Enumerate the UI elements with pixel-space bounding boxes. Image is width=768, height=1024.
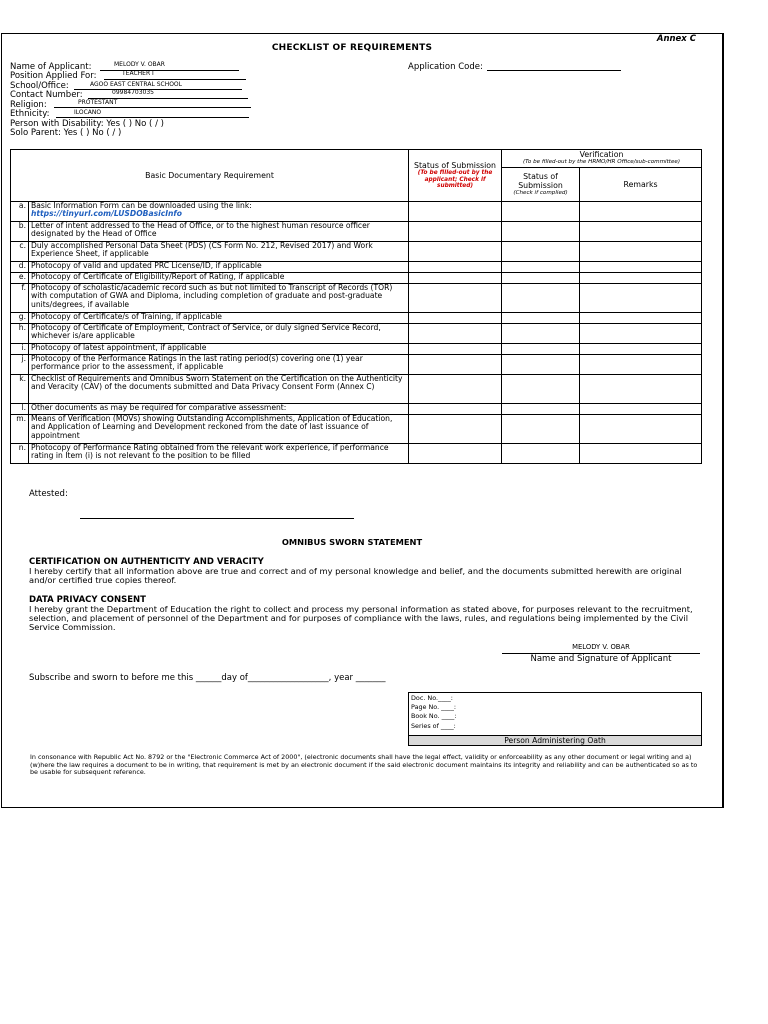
- applicant-name-value[interactable]: MELODY V. OBAR: [114, 61, 165, 68]
- verification-status-cell[interactable]: [502, 273, 580, 284]
- verification-status-cell[interactable]: [502, 324, 580, 344]
- school-value[interactable]: AGOO EAST CENTRAL SCHOOL: [90, 81, 182, 88]
- remarks-cell[interactable]: [580, 242, 702, 262]
- requirement-text: Photocopy of Certificate of Eligibility/Report of Rating, if applicable: [31, 272, 285, 281]
- table-row: [11, 375, 702, 404]
- requirement-text: Letter of intent addressed to the Head of Office, or to the highest human resource officer designated by the Head of Office: [31, 221, 370, 239]
- omnibus-title: OMNIBUS SWORN STATEMENT: [281, 537, 423, 547]
- requirement-text: Basic Information Form can be downloaded using the link:: [31, 201, 252, 210]
- requirement-text-cell: [29, 324, 409, 344]
- remarks-cell[interactable]: [580, 404, 702, 415]
- requirement-letter: d.: [11, 262, 29, 273]
- requirements-table: [10, 149, 702, 464]
- requirement-text: Photocopy of scholastic/academic record such as but not limited to Transcript of Records (TOR) with computation of GWA and Diploma, including completion of graduate and post-graduate units/degrees, if available: [31, 283, 393, 309]
- requirement-text: Photocopy of Certificate of Employment, Contract of Service, or duly signed Service Record, whichever is/are applicable: [31, 323, 381, 341]
- header-remarks: Remarks: [580, 168, 702, 202]
- applicant-status-cell[interactable]: [409, 404, 502, 415]
- requirement-text-cell: [29, 415, 409, 444]
- requirement-text: Means of Verification (MOVs) showing Outstanding Accomplishments, Application of Education, and Application of Learning and Development reckoned from the date of last issuance of appointment: [31, 414, 393, 440]
- requirement-text-cell: [29, 202, 409, 222]
- position-value[interactable]: TEACHER I: [122, 70, 154, 77]
- cert-text: I hereby certify that all information above are true and correct and of my personal knowledge and belief, and the documents submitted herewith are original and/or certified true copies thereof.: [29, 566, 682, 586]
- requirement-letter: e.: [11, 273, 29, 284]
- requirement-letter: m.: [11, 415, 29, 444]
- ethnicity-label: Ethnicity:: [10, 109, 50, 119]
- header-status: [409, 150, 502, 202]
- notary-series[interactable]: Series of ____:: [411, 722, 456, 730]
- requirement-letter: g.: [11, 313, 29, 324]
- applicant-status-cell[interactable]: [409, 324, 502, 344]
- table-row: [11, 313, 702, 324]
- school-label: School/Office:: [10, 81, 69, 91]
- solo-parent-field[interactable]: Solo Parent: Yes ( ) No ( / ): [10, 128, 122, 138]
- requirement-text: Checklist of Requirements and Omnibus Sworn Statement on the Certification on the Authenticity and Veracity (CAV) of the documents submitted and Data Privacy Consent Form (Annex C): [31, 374, 403, 392]
- remarks-cell[interactable]: [580, 273, 702, 284]
- attested-signature-line[interactable]: [80, 518, 354, 519]
- remarks-cell[interactable]: [580, 444, 702, 464]
- table-row: [11, 344, 702, 355]
- header-ver-status-text: Status of Submission: [518, 172, 563, 191]
- verification-status-cell[interactable]: [502, 444, 580, 464]
- requirement-letter: l.: [11, 404, 29, 415]
- applicant-status-cell[interactable]: [409, 415, 502, 444]
- verification-status-cell[interactable]: [502, 262, 580, 273]
- table-row: [11, 273, 702, 284]
- applicant-status-cell[interactable]: [409, 242, 502, 262]
- remarks-cell[interactable]: [580, 262, 702, 273]
- requirement-text-cell: [29, 313, 409, 324]
- applicant-status-cell[interactable]: [409, 444, 502, 464]
- verification-status-cell[interactable]: [502, 222, 580, 242]
- requirement-letter: a.: [11, 202, 29, 222]
- remarks-cell[interactable]: [580, 344, 702, 355]
- requirement-letter: k.: [11, 375, 29, 404]
- table-row: [11, 444, 702, 464]
- requirement-letter: f.: [11, 284, 29, 313]
- privacy-title: DATA PRIVACY CONSENT: [29, 595, 146, 605]
- legal-notice: In consonance with Republic Act No. 8792 or the "Electronic Commerce Act of 2000", (electronic documents shall have the legal effect, validity or enforceability as any other document or legal writing and a) (w)here the law requires a document to be in writing, that requirement is met by an electronic document if the said electronic document maintains its integrity and reliability and can be authenticated so as to be usable for subsequent reference.: [30, 753, 698, 777]
- verification-status-cell[interactable]: [502, 284, 580, 313]
- applicant-status-cell[interactable]: [409, 375, 502, 404]
- table-header-row: [11, 150, 702, 168]
- notary-box: [408, 692, 702, 746]
- applicant-status-cell[interactable]: [409, 355, 502, 375]
- applicant-name-label: Name of Applicant:: [10, 62, 92, 72]
- requirement-text: Photocopy of Performance Rating obtained from the relevant work experience, if performance rating in Item (i) is not relevant to the position to be filled: [31, 443, 389, 461]
- ethnicity-line: [56, 117, 249, 118]
- header-status-text: Status of Submission: [414, 161, 496, 171]
- position-label: Position Applied For:: [10, 71, 97, 81]
- header-requirement: Basic Documentary Requirement: [11, 150, 409, 202]
- requirement-text-cell: [29, 344, 409, 355]
- requirement-text-cell: [29, 444, 409, 464]
- table-row: [11, 284, 702, 313]
- header-status-note: (To be filled-out by the applicant; Check if submitted): [417, 170, 493, 190]
- page-title: CHECKLIST OF REQUIREMENTS: [271, 43, 433, 53]
- contact-value[interactable]: 09984703035: [112, 89, 154, 96]
- table-row: [11, 355, 702, 375]
- cert-title: CERTIFICATION ON AUTHENTICITY AND VERACITY: [29, 557, 264, 567]
- header-verification-note: (To be filled-out by the HRMO/HR Office/sub-committee): [522, 159, 681, 165]
- applicant-name-line: [100, 70, 239, 71]
- application-code-label: Application Code:: [408, 62, 483, 72]
- requirement-text-cell: [29, 242, 409, 262]
- applicant-status-cell[interactable]: [409, 222, 502, 242]
- notary-footer: Person Administering Oath: [409, 735, 701, 745]
- requirement-text: Duly accomplished Personal Data Sheet (PDS) (CS Form No. 212, Revised 2017) and Work Experience Sheet, if applicable: [31, 241, 373, 259]
- table-row: [11, 242, 702, 262]
- religion-label: Religion:: [10, 100, 47, 110]
- requirement-letter: h.: [11, 324, 29, 344]
- religion-line: [54, 107, 251, 108]
- document-page: [1, 33, 724, 808]
- verification-status-cell[interactable]: [502, 344, 580, 355]
- applicant-status-cell[interactable]: [409, 313, 502, 324]
- requirement-text-cell: [29, 404, 409, 415]
- privacy-text: I hereby grant the Department of Education the right to collect and process my personal information as stated above, for purposes relevant to the recruitment, selection, and placement of personnel of the Department and for purposes of compliance with the laws, rules, and regulations being implemented by the Civil Service Commission.: [29, 604, 693, 633]
- verification-status-cell[interactable]: [502, 202, 580, 222]
- table-row: [11, 404, 702, 415]
- notary-book-no[interactable]: Book No. ____:: [411, 712, 457, 720]
- subscribe-text[interactable]: Subscribe and sworn to before me this ______day of___________________, year _______: [29, 673, 386, 683]
- applicant-status-cell[interactable]: [409, 284, 502, 313]
- application-code-field[interactable]: [487, 70, 621, 71]
- remarks-cell[interactable]: [580, 284, 702, 313]
- table-row: [11, 202, 702, 222]
- table-row: [11, 415, 702, 444]
- remarks-cell[interactable]: [580, 202, 702, 222]
- remarks-cell[interactable]: [580, 415, 702, 444]
- requirement-letter: c.: [11, 242, 29, 262]
- signature-label: Name and Signature of Applicant: [530, 654, 672, 664]
- contact-label: Contact Number:: [10, 90, 83, 100]
- notary-doc-no[interactable]: Doc. No.____:: [411, 694, 453, 702]
- ethnicity-value[interactable]: ILOCANO: [74, 109, 102, 116]
- requirement-text: Photocopy of Certificate/s of Training, if applicable: [31, 312, 222, 321]
- header-ver-status-note: (Check if complied): [513, 190, 568, 197]
- requirement-letter: b.: [11, 222, 29, 242]
- applicant-status-cell[interactable]: [409, 273, 502, 284]
- verification-status-cell[interactable]: [502, 375, 580, 404]
- applicant-status-cell[interactable]: [409, 344, 502, 355]
- requirement-text: Photocopy of the Performance Ratings in the last rating period(s) covering one (1) year performance prior to the assessment, if applicable: [31, 354, 363, 372]
- requirement-text: Photocopy of valid and updated PRC License/ID, if applicable: [31, 261, 262, 270]
- requirement-text-cell: [29, 262, 409, 273]
- table-row: [11, 262, 702, 273]
- remarks-cell[interactable]: [580, 375, 702, 404]
- verification-status-cell[interactable]: [502, 415, 580, 444]
- annex-label: Annex C: [656, 34, 696, 44]
- remarks-cell[interactable]: [580, 324, 702, 344]
- requirement-letter: n.: [11, 444, 29, 464]
- remarks-cell[interactable]: [580, 355, 702, 375]
- basic-info-link[interactable]: https://tinyurl.com/LUSDOBasicInfo: [31, 209, 182, 219]
- verification-status-cell[interactable]: [502, 355, 580, 375]
- requirement-text-cell: [29, 273, 409, 284]
- pwd-field[interactable]: Person with Disability: Yes ( ) No ( / ): [10, 119, 164, 129]
- verification-status-cell[interactable]: [502, 313, 580, 324]
- notary-page-no[interactable]: Page No. ____:: [411, 703, 457, 711]
- header-verification-text: Verification: [579, 150, 624, 159]
- religion-value[interactable]: PROTESTANT: [78, 99, 118, 106]
- table-row: [11, 324, 702, 344]
- applicant-status-cell[interactable]: [409, 262, 502, 273]
- remarks-cell[interactable]: [580, 222, 702, 242]
- requirement-text-cell: [29, 375, 409, 404]
- requirement-text-cell: [29, 284, 409, 313]
- position-line: [104, 79, 246, 80]
- requirement-text-cell: [29, 222, 409, 242]
- school-line: [74, 89, 242, 90]
- attested-label: Attested:: [29, 489, 68, 499]
- header-ver-status: [502, 168, 580, 202]
- requirement-text-cell: [29, 355, 409, 375]
- requirement-letter: j.: [11, 355, 29, 375]
- header-verification: [502, 150, 702, 168]
- verification-status-cell[interactable]: [502, 404, 580, 415]
- remarks-cell[interactable]: [580, 313, 702, 324]
- requirement-text: Photocopy of latest appointment, if applicable: [31, 343, 207, 352]
- requirement-text: Other documents as may be required for comparative assessment:: [31, 403, 287, 412]
- applicant-status-cell[interactable]: [409, 202, 502, 222]
- signature-name: MELODY V. OBAR: [572, 643, 630, 651]
- verification-status-cell[interactable]: [502, 242, 580, 262]
- table-row: [11, 222, 702, 242]
- requirement-letter: i.: [11, 344, 29, 355]
